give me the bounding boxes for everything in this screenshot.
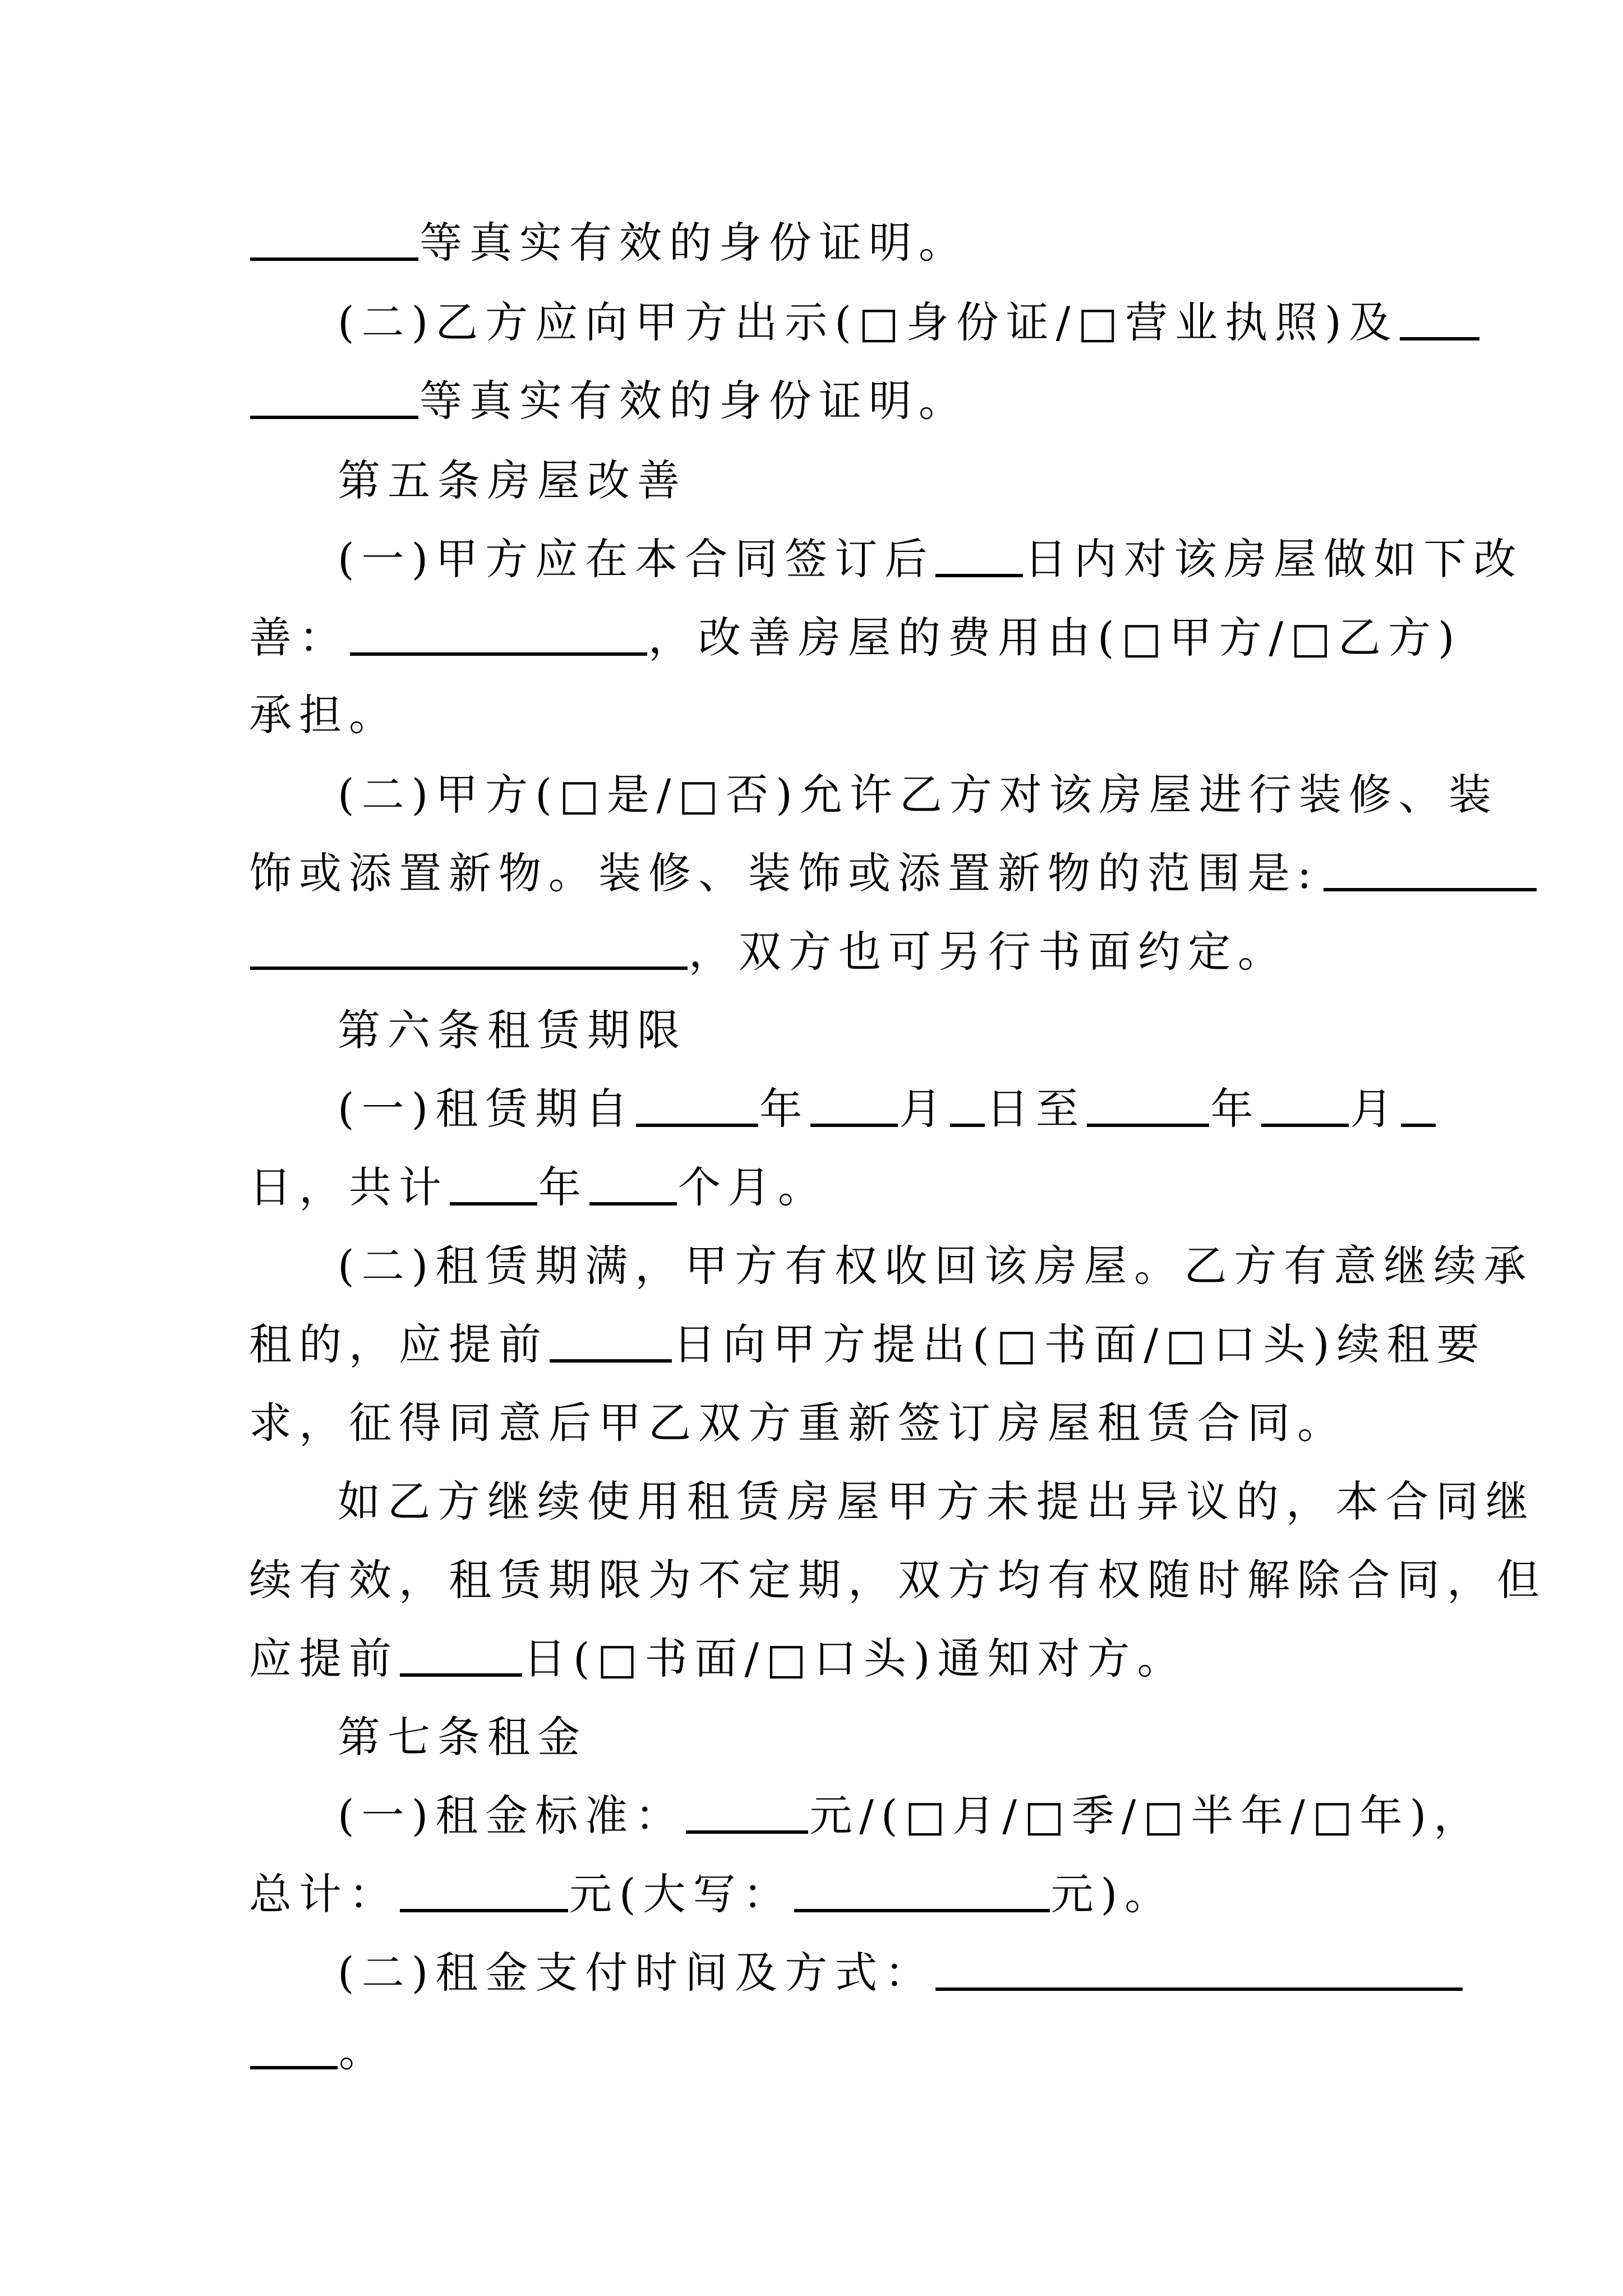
text-line-5 (0, 517, 1623, 601)
text-segment: ，改善房屋的费用由(□甲方/□乙方) (648, 613, 1462, 662)
text-segment: 等真实有效的身份证明。 (419, 218, 969, 268)
fill-blank (950, 1124, 985, 1127)
text-line-17 (0, 1460, 1623, 1544)
text-segment: 元/(□月/□季/□半年/□年)， (809, 1791, 1484, 1841)
text-segment: (一)甲方应在本合同签订后 (338, 534, 935, 584)
fill-blank (350, 652, 647, 656)
text-segment: 租的，应提前 (249, 1319, 548, 1369)
text-segment: ，双方也可另行书面约定。 (689, 927, 1288, 977)
fill-blank (1261, 1124, 1349, 1127)
text-segment: 日(□书面/□口头)通知对方。 (523, 1634, 1187, 1683)
text-segment: 日至 (986, 1084, 1086, 1134)
fill-blank (550, 1359, 672, 1363)
text-line-24 (0, 2009, 1623, 2093)
text-line-6 (0, 596, 1623, 680)
text-segment: (二)租金支付时间及方式： (338, 1948, 935, 1998)
fill-blank (250, 967, 688, 970)
text-segment: 承担。 (249, 690, 399, 740)
text-segment: 日向甲方提出(□书面/□口头)续租要 (673, 1319, 1487, 1369)
text-segment: 月 (1350, 1084, 1400, 1134)
text-segment: 求，征得同意后甲乙双方重新签订房屋租赁合同。 (249, 1398, 1347, 1448)
text-line-14 (0, 1224, 1623, 1308)
text-segment: (二)乙方应向甲方出示(□身份证/□营业执照)及 (338, 297, 1399, 347)
fill-blank (935, 574, 1023, 577)
text-segment: 续有效，租赁期限为不定期，双方均有权随时解除合同，但 (249, 1555, 1547, 1605)
text-line-10 (0, 910, 1623, 994)
fill-blank (1401, 1124, 1436, 1127)
text-line-1 (0, 201, 1623, 285)
text-segment: (一)租赁期自 (338, 1084, 635, 1134)
fill-blank (686, 1830, 808, 1834)
text-line-8 (0, 753, 1623, 837)
heading-text: 第七条租金 (338, 1712, 587, 1762)
fill-blank (1400, 337, 1479, 341)
fill-blank (589, 1202, 677, 1205)
text-line-18 (0, 1538, 1623, 1622)
text-segment: 日内对该房屋做如下改 (1024, 534, 1524, 584)
text-segment: 月 (899, 1084, 949, 1134)
text-segment: 日，共计 (249, 1162, 449, 1212)
heading-text: 第六条租赁期限 (338, 1005, 687, 1055)
text-segment: 饰或添置新物。装修、装饰或添置新物的范围是: (249, 848, 1319, 898)
text-line-21 (0, 1774, 1623, 1858)
text-segment: 元(大写： (569, 1869, 793, 1919)
section-heading (0, 439, 1623, 523)
text-segment: 个月。 (678, 1162, 828, 1212)
fill-blank (636, 1124, 758, 1127)
text-line-2 (0, 280, 1623, 365)
text-segment: (二)甲方(□是/□否)允许乙方对该房屋进行装修、装 (338, 770, 1498, 820)
fill-blank (450, 1202, 537, 1205)
text-line-23 (0, 1931, 1623, 2015)
section-heading (0, 988, 1623, 1073)
fill-blank (1087, 1124, 1209, 1127)
fill-blank (250, 2066, 338, 2069)
fill-blank (935, 1987, 1463, 1991)
text-line-22 (0, 1852, 1623, 1936)
text-segment: 年 (759, 1084, 810, 1134)
text-segment: 年 (538, 1162, 588, 1212)
text-segment: 应提前 (249, 1634, 399, 1683)
text-line-16 (0, 1381, 1623, 1465)
fill-blank (250, 416, 418, 419)
heading-text: 第五条房屋改善 (338, 455, 687, 505)
text-line-15 (0, 1303, 1623, 1387)
text-line-12 (0, 1067, 1623, 1151)
text-segment: (一)租金标准： (338, 1791, 685, 1841)
text-segment: 如乙方继续使用租赁房屋甲方未提出异议的，本合同继 (338, 1476, 1536, 1526)
text-segment: 元)。 (1050, 1869, 1175, 1919)
text-line-13 (0, 1145, 1623, 1230)
text-line-9 (0, 831, 1623, 915)
fill-blank (250, 257, 418, 261)
fill-blank (794, 1909, 1050, 1912)
fill-blank (1324, 888, 1537, 891)
fill-blank (400, 1673, 522, 1677)
text-segment: 总计： (249, 1869, 399, 1919)
section-heading (0, 1695, 1623, 1779)
text-segment: 年 (1210, 1084, 1261, 1134)
text-segment: 。 (339, 2026, 389, 2076)
text-line-19 (0, 1617, 1623, 1701)
text-segment: 善： (249, 613, 349, 662)
text-segment: (二)租赁期满，甲方有权收回该房屋。乙方有意继续承 (338, 1241, 1534, 1291)
text-line-3 (0, 359, 1623, 443)
text-line-7 (0, 673, 1623, 757)
fill-blank (400, 1909, 568, 1912)
text-segment: 等真实有效的身份证明。 (419, 376, 969, 426)
fill-blank (810, 1124, 898, 1127)
